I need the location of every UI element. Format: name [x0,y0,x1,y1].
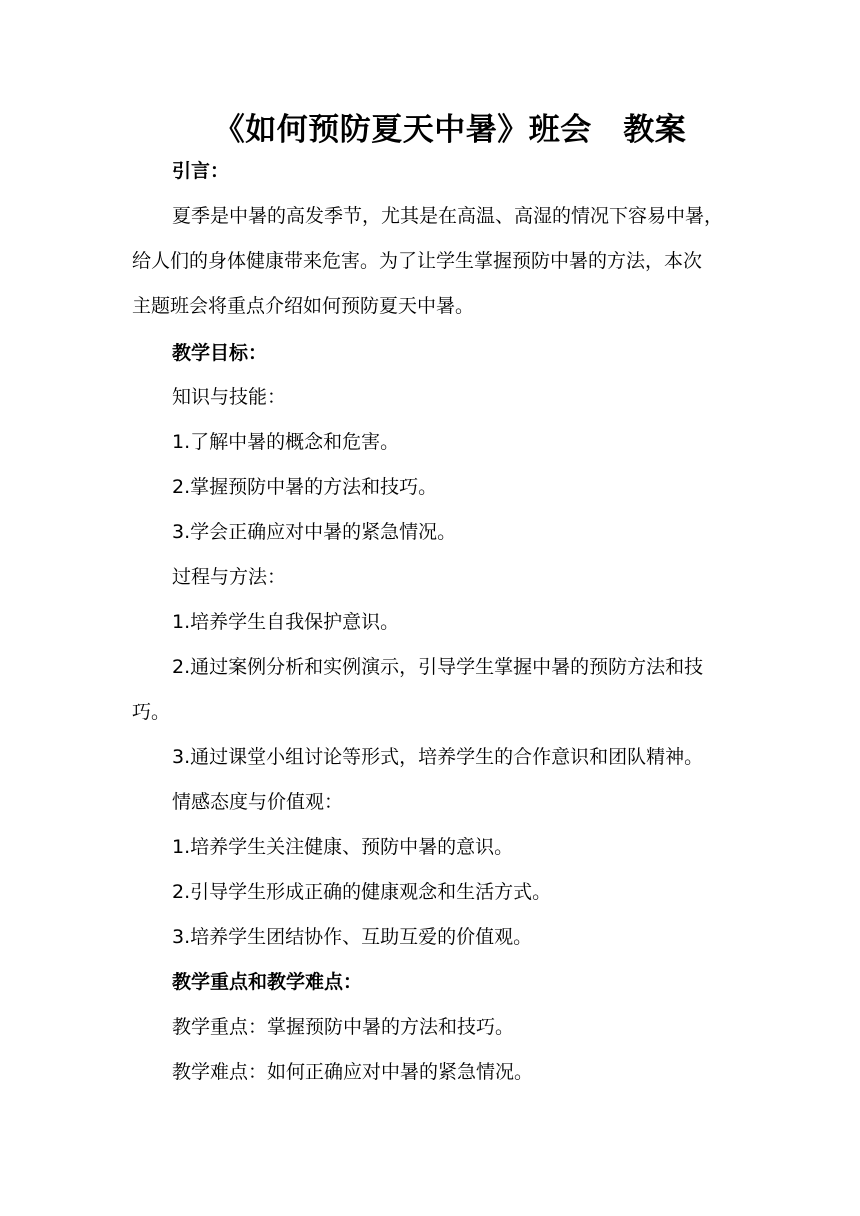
intro-line-3: 主题班会将重点介绍如何预防夏天中暑。 [132,295,475,317]
key-point: 教学重点：掌握预防中暑的方法和技巧。 [172,1016,515,1038]
document-title: 《如何预防夏天中暑》班会 教案 [213,112,687,148]
intro-line-2: 给人们的身体健康带来危害。为了让学生掌握预防中暑的方法，本次 [132,250,703,272]
process-item-3: 3.通过课堂小组讨论等形式，培养学生的合作意识和团队精神。 [172,746,704,768]
key-difficult-heading: 教学重点和教学难点： [172,971,363,993]
knowledge-heading: 知识与技能： [172,386,287,408]
knowledge-item-1: 1.了解中暑的概念和危害。 [172,431,400,453]
knowledge-item-2: 2.掌握预防中暑的方法和技巧。 [172,476,438,498]
attitude-heading: 情感态度与价值观： [172,791,344,813]
intro-line-1: 夏季是中暑的高发季节，尤其是在高温、高湿的情况下容易中暑， [172,205,724,227]
process-item-1: 1.培养学生自我保护意识。 [172,611,400,633]
knowledge-item-3: 3.学会正确应对中暑的紧急情况。 [172,521,457,543]
attitude-item-1: 1.培养学生关注健康、预防中暑的意识。 [172,836,514,858]
process-heading: 过程与方法： [172,566,287,588]
attitude-item-2: 2.引导学生形成正确的健康观念和生活方式。 [172,881,552,903]
process-item-2-continued: 巧。 [132,701,171,723]
difficult-point: 教学难点：如何正确应对中暑的紧急情况。 [172,1061,534,1083]
intro-heading: 引言： [172,160,230,182]
process-item-2: 2.通过案例分析和实例演示，引导学生掌握中暑的预防方法和技 [172,656,704,678]
goals-heading: 教学目标： [172,342,268,364]
attitude-item-3: 3.培养学生团结协作、互助互爱的价值观。 [172,926,533,948]
